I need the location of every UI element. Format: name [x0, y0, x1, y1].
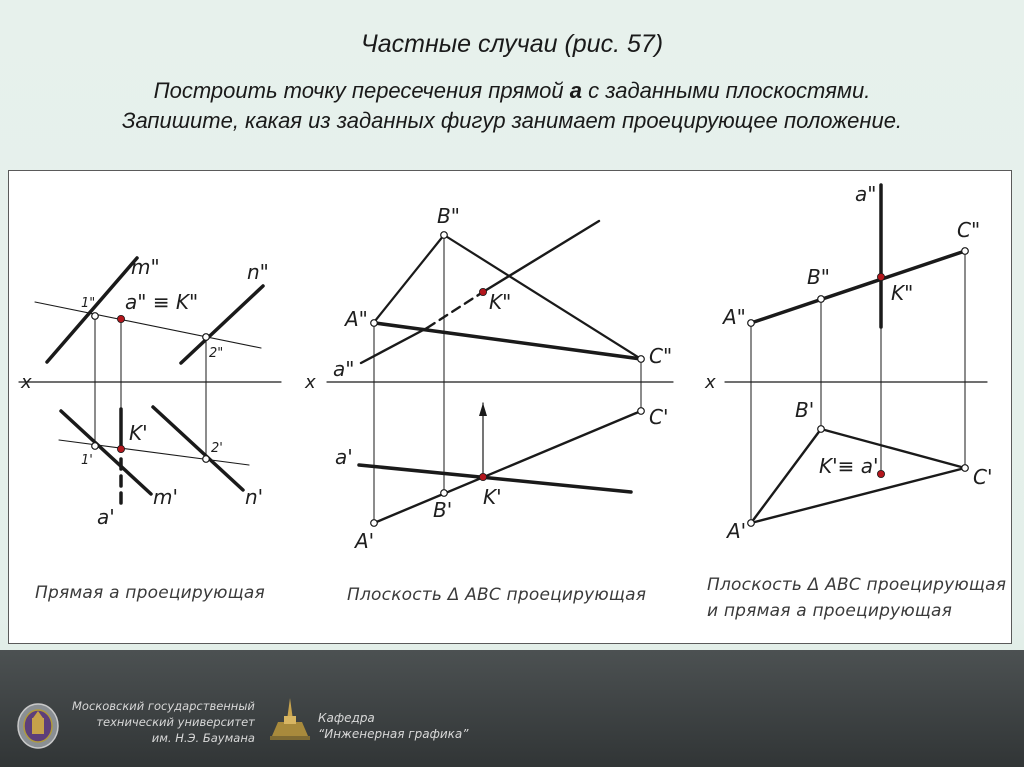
task-text [0, 76, 1024, 136]
label-B2-3: B" [807, 265, 830, 289]
task-line-1: Построить точку пересечения прямой а с заданными плоскостями. [153, 78, 871, 103]
point-K1-1 [117, 445, 124, 452]
label-A2-3: A" [723, 305, 746, 329]
point-C2 [638, 356, 645, 363]
label-a1-2: a' [335, 445, 353, 469]
line-A2C2-3 [751, 251, 965, 323]
label-x-2: x [305, 372, 316, 393]
arrow-up-icon [479, 403, 487, 416]
slide-title: Частные случаи (рис. 57) [360, 30, 664, 58]
point-K2-1 [117, 315, 124, 322]
line-A2C2 [375, 323, 641, 359]
point-2-2 [203, 334, 210, 341]
line-B2C2 [444, 235, 641, 359]
task-line-2: Запишите, какая из заданных фигур занимает проецирующее положение. [121, 108, 903, 133]
label-x-3: x [705, 372, 716, 393]
point-K1-2 [479, 473, 486, 480]
caption-panel-3-line-2: и прямая а проецирующая [707, 601, 953, 621]
label-A1: A' [355, 529, 375, 553]
label-n1: n' [245, 485, 264, 509]
label-B1: B' [433, 498, 453, 522]
label-2-2: 2" [209, 346, 224, 361]
point-A2 [371, 320, 378, 327]
figure-drawing [9, 171, 1011, 643]
line-n1 [153, 407, 243, 490]
label-a2-3: a" [855, 182, 877, 206]
label-m2: m" [131, 255, 160, 279]
label-a1-1: a' [97, 505, 115, 529]
label-aK: a" ≡ K" [125, 290, 199, 314]
label-n2: n" [247, 260, 269, 284]
university-name: Московский государственный технический университет им. Н.Э. Баумана [72, 699, 255, 745]
label-A2: A" [345, 307, 368, 331]
line-A1C1 [374, 411, 641, 523]
line-a2-right [483, 221, 599, 292]
point-C1 [638, 408, 645, 415]
point-B2-3 [818, 296, 825, 303]
line-a2-left [361, 328, 427, 363]
label-x-1: x [21, 372, 32, 393]
label-m1: m' [153, 485, 178, 509]
point-B1-3 [818, 426, 825, 433]
point-B1 [441, 490, 448, 497]
label-C2: C" [649, 344, 673, 368]
department-spire-icon [266, 696, 314, 744]
label-B2: B" [437, 204, 460, 228]
point-A1-3 [748, 520, 755, 527]
line-a2-dashed [427, 292, 483, 328]
label-K1-2: K' [483, 485, 502, 509]
figure-panel [8, 170, 1012, 644]
panel-2-drawing [327, 221, 673, 523]
point-K2-2 [479, 288, 486, 295]
point-A1 [371, 520, 378, 527]
label-B1-3: B' [795, 398, 815, 422]
point-1-2 [92, 313, 99, 320]
label-C2-3: C" [957, 218, 981, 242]
label-1-2: 1" [81, 296, 96, 311]
department-name: Кафедра “Инженерная графика” [318, 711, 469, 741]
point-C2-3 [962, 248, 969, 255]
label-K1-1: K' [129, 421, 148, 445]
label-A1-3: A' [727, 519, 747, 543]
label-1-1: 1' [81, 453, 93, 468]
label-C1: C' [649, 405, 669, 429]
point-A2-3 [748, 320, 755, 327]
point-B2 [441, 232, 448, 239]
point-C1-3 [962, 465, 969, 472]
label-K2-3: K" [891, 281, 914, 305]
point-2-1 [203, 456, 210, 463]
caption-panel-3-line-1: Плоскость Δ АВС проецирующая [707, 575, 1007, 595]
point-1-1 [92, 443, 99, 450]
label-2-1: 2' [211, 441, 223, 456]
point-K2-3 [877, 273, 884, 280]
label-C1-3: C' [973, 465, 993, 489]
caption-panel-2: Плоскость Δ АВС проецирующая [347, 585, 647, 605]
footer [0, 650, 1024, 767]
label-Ka-3: K'≡ a' [819, 454, 879, 478]
university-emblem-icon [16, 702, 60, 750]
label-a2: a" [333, 357, 355, 381]
line-A2B2 [375, 235, 444, 321]
label-K2: K" [489, 290, 512, 314]
caption-panel-1: Прямая а проецирующая [35, 583, 265, 603]
